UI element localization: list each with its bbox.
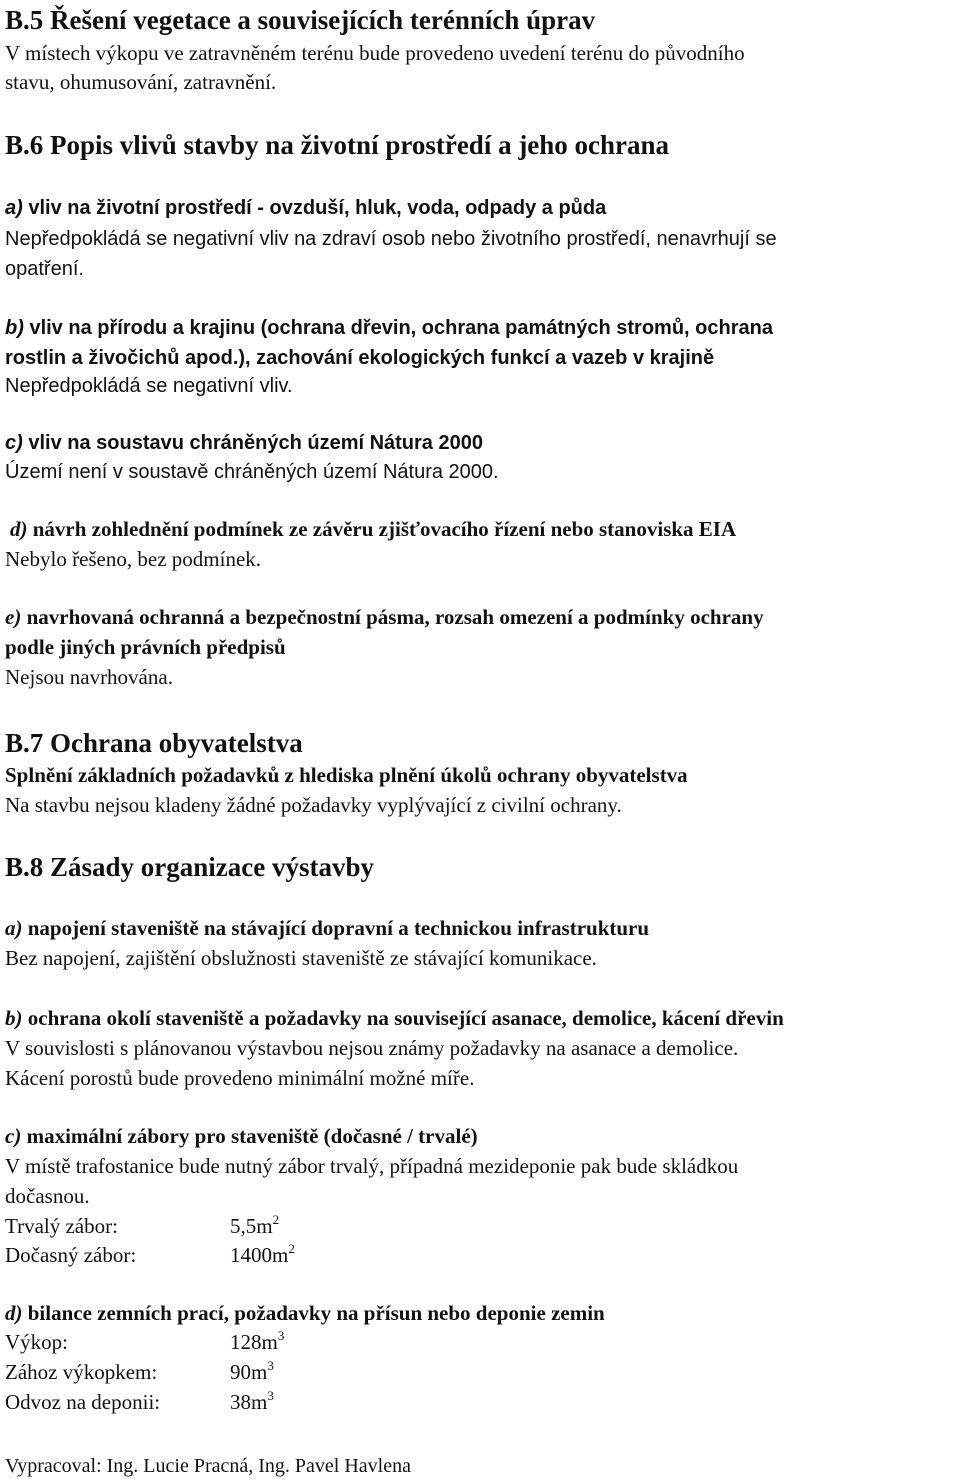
value-row [5,1329,284,1355]
row-label: Výkop: [5,1330,68,1354]
paragraph: Nepředpokládá se negativní vliv na zdraví osob nebo životního prostředí, nenavrhují se [5,228,777,250]
paragraph: Kácení porostů bude provedeno minimální možné míře. [5,1066,475,1090]
value-row [5,1242,295,1268]
subheading-b6-b [5,315,773,341]
subheading-b8-b [5,1005,784,1031]
paragraph: Nebylo řešeno, bez podmínek. [5,547,262,571]
value-row [5,1213,279,1239]
item-letter: d) [10,517,28,541]
paragraph: opatření. [5,258,84,280]
item-letter: b) [5,317,24,339]
subheading-b6-c [5,430,483,456]
row-exponent: 3 [277,1328,285,1343]
item-title: napojení staveniště na stávající dopravní a technickou infrastrukturu [22,916,650,940]
paragraph: Území není v soustavě chráněných území Nátura 2000. [5,461,499,483]
row-value: 90m [230,1360,268,1384]
row-label: Zához výkopkem: [5,1360,158,1384]
value-row [5,1359,274,1385]
section-heading-b5: B.5 Řešení vegetace a souvisejících terénních úprav [5,5,596,35]
author-footer: Vypracoval: Ing. Lucie Pracná, Ing. Pavel Havlena [5,1455,411,1477]
paragraph: Na stavbu nejsou kladeny žádné požadavky vyplývající z civilní ochrany. [5,793,622,817]
section-heading-b8: B.8 Zásady organizace výstavby [5,852,375,882]
item-title: ochrana okolí staveniště a požadavky na související asanace, demolice, kácení dřevin [22,1006,784,1030]
item-letter: a) [5,916,23,940]
paragraph: Nejsou navrhována. [5,665,173,689]
paragraph: Nepředpokládá se negativní vliv. [5,375,293,397]
subheading-b8-c [5,1123,478,1149]
item-title: bilance zemních prací, požadavky na přísun nebo deponie zemin [22,1301,605,1325]
item-title: navrhovaná ochranná a bezpečnostní pásma, rozsah omezení a podmínky ochrany [21,605,764,629]
subheading-b6-e-cont: podle jiných právních předpisů [5,635,286,659]
item-letter: a) [5,197,23,219]
item-title: vliv na životní prostředí - ovzduší, hluk, voda, odpady a půda [22,197,607,219]
paragraph: V souvislosti s plánovanou výstavbou nejsou známy požadavky na asanace a demolice. [5,1036,739,1060]
item-title: vliv na přírodu a krajinu (ochrana dřevin, ochrana památných stromů, ochrana [23,317,773,339]
item-letter: c) [5,432,23,454]
subheading-b7: Splnění základních požadavků z hlediska plnění úkolů ochrany obyvatelstva [5,763,688,787]
subheading-b6-b-cont [5,345,714,371]
subheading-b6-e [5,604,764,630]
row-value: 1400m [230,1243,289,1267]
item-letter: c) [5,1124,22,1148]
row-exponent: 2 [288,1241,295,1256]
paragraph: V místě trafostanice bude nutný zábor trvalý, případná mezideponie pak bude skládkou [5,1154,739,1178]
subheading-b6-a [5,195,606,221]
paragraph: stavu, ohumusování, zatravnění. [5,70,277,94]
item-title: maximální zábory pro staveniště (dočasné / trvalé) [21,1124,478,1148]
row-value: 128m [230,1330,278,1354]
row-value: 38m [230,1390,268,1414]
row-value: 5,5m [230,1214,273,1238]
row-label: Odvoz na deponii: [5,1390,161,1414]
item-letter: d) [5,1301,23,1325]
item-title: vliv na soustavu chráněných území Nátura 2000 [22,432,483,454]
row-exponent: 3 [267,1388,274,1403]
subheading-b8-d [5,1300,605,1326]
paragraph: Bez napojení, zajištění obslužnosti staveniště ze stávající komunikace. [5,946,597,970]
subheading-b6-d [10,516,736,542]
paragraph: V místech výkopu ve zatravněném terénu bude provedeno uvedení terénu do původního [5,41,745,65]
section-heading-b6: B.6 Popis vlivů stavby na životní prostředí a jeho ochrana [5,130,670,160]
row-label: Dočasný zábor: [5,1243,137,1267]
item-title: návrh zohlednění podmínek ze závěru zjišťovacího řízení nebo stanoviska EIA [27,517,737,541]
row-exponent: 3 [267,1358,274,1373]
item-title: rostlin a živočichů apod. [5,347,239,369]
row-label: Trvalý zábor: [5,1214,118,1238]
item-letter: e) [5,605,22,629]
paragraph: dočasnou. [5,1184,90,1208]
row-exponent: 2 [272,1212,280,1227]
item-letter: b) [5,1006,23,1030]
value-row [5,1389,274,1415]
section-heading-b7: B.7 Ochrana obyvatelstva [5,728,303,758]
subheading-b8-a [5,915,649,941]
item-title: ), zachování ekologických funkcí a vazeb v krajině [238,347,715,369]
